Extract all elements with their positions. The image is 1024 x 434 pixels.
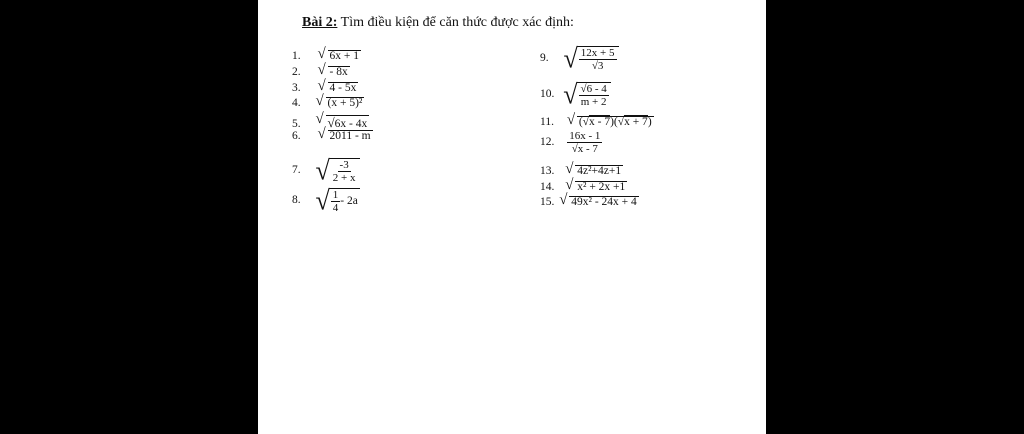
- problem-number: 10.: [540, 88, 555, 101]
- problem-13: [540, 161, 623, 178]
- problem-number: 11.: [540, 116, 554, 128]
- sqrt-expression: √ $\frac{-3}{2 + x}$: [316, 158, 360, 184]
- exercise-heading: [302, 15, 574, 31]
- problem-8: [292, 185, 360, 216]
- sqrt-expression: √ $\frac{12x + 5}{√3}$: [564, 46, 619, 72]
- problem-number: 14.: [540, 181, 555, 193]
- exercise-instruction: Tìm điều kiện để căn thức được xác định:: [337, 15, 574, 30]
- problem-number: 5.: [292, 118, 301, 130]
- document-page: [258, 0, 766, 434]
- problem-7: [292, 155, 360, 186]
- problem-2: [292, 62, 350, 79]
- problem-14: [540, 177, 627, 194]
- sqrt-expression: √ (√x - 7)(√x + 7): [566, 112, 652, 128]
- problem-number: 3.: [292, 82, 301, 94]
- problem-12: [540, 130, 602, 155]
- sqrt-expression: √ 4z²+4z+1: [565, 161, 622, 177]
- sqrt-expression: √ x² + 2x +1: [565, 177, 626, 193]
- problem-6: [292, 126, 373, 143]
- sqrt-expression: √ 4 - 5x: [317, 78, 357, 94]
- problem-number: 6.: [292, 130, 301, 142]
- problem-1: [292, 46, 361, 63]
- problem-number: 4.: [292, 97, 301, 109]
- sqrt-expression: √ 6x + 1: [317, 46, 359, 62]
- problem-number: 1.: [292, 50, 301, 62]
- sqrt-expression: √ $\frac{√6 - 4}{m + 2}$: [563, 82, 611, 108]
- exercise-label: Bài 2:: [302, 15, 338, 30]
- sqrt-expression: √ - 8x: [317, 62, 348, 78]
- sqrt-expression: √ $\frac{1}{4}$ - 2a: [315, 185, 358, 216]
- problem-4: [292, 93, 364, 110]
- problem-number: 15.: [540, 196, 555, 208]
- problem-number: 2.: [292, 66, 301, 78]
- sqrt-expression: √ √6x - 4x: [315, 111, 368, 130]
- sqrt-expression: √ 2011 - m: [317, 126, 371, 142]
- problem-number: 13.: [540, 165, 555, 177]
- problem-3: [292, 78, 358, 95]
- problem-10: [540, 79, 611, 110]
- sqrt-expression: √ (x + 5)²: [315, 93, 363, 109]
- problem-9: [540, 43, 619, 74]
- problem-11: [540, 112, 654, 129]
- problem-15: [540, 192, 639, 209]
- problem-5: [292, 111, 369, 131]
- fraction-expression: $\frac{16x - 1}{√x - 7}$: [569, 130, 601, 156]
- problem-number: 8.: [292, 194, 301, 207]
- problem-number: 9.: [540, 52, 549, 65]
- sqrt-expression: √ 49x² - 24x + 4: [559, 192, 637, 208]
- problem-number: 7.: [292, 164, 301, 177]
- problem-number: 12.: [540, 135, 555, 148]
